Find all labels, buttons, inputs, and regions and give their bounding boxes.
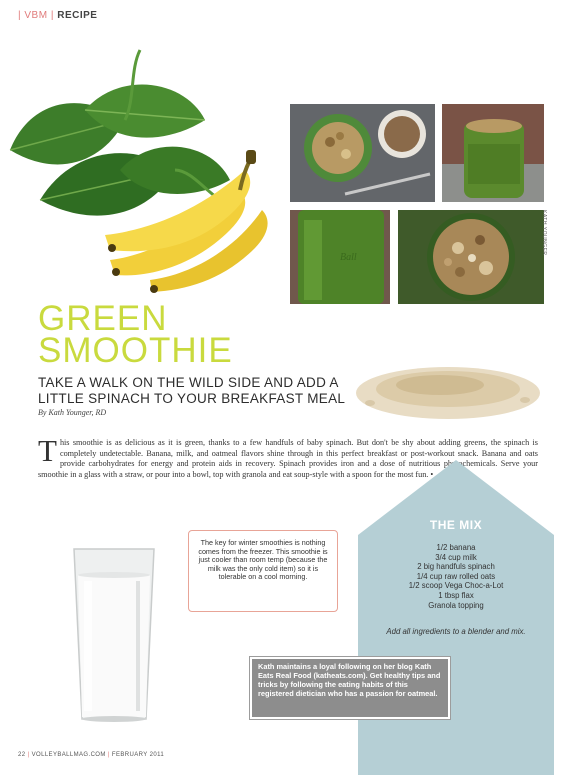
title-line-smoothie: SMOOTHIE [38, 331, 233, 370]
title-line-green: GREEN [38, 299, 168, 338]
footer-date: FEBRUARY 2011 [111, 752, 165, 758]
page-footer [18, 752, 164, 758]
footer-separator: | [107, 752, 110, 758]
article-subtitle: TAKE A WALK ON THE WILD SIDE AND ADD A LITTLE SPINACH TO YOUR BREAKFAST MEAL [38, 375, 346, 406]
ingredient-item: 1/2 scoop Vega Choc-a-Lot [408, 581, 504, 591]
ingredient-item: 1 tbsp flax [438, 590, 474, 600]
header-divider: | [50, 10, 54, 21]
footer-site: VOLLEYBALLMAG.COM [31, 752, 106, 758]
mix-title: THE MIX [429, 518, 483, 532]
svg-text:Ball: Ball [340, 252, 357, 263]
header-bar: | [18, 10, 22, 21]
smoothie-jar-closeup-photo [290, 210, 390, 304]
article-byline: By Kath Younger, RD [38, 408, 107, 417]
ingredient-item: 3/4 cup milk [435, 552, 477, 562]
footer-separator: | [27, 752, 30, 758]
granola-topping-photo [398, 210, 544, 304]
photo-credit: KATH YOUNGER [541, 210, 547, 256]
section-header [18, 10, 97, 21]
page-number: 22 [18, 752, 26, 758]
mix-instruction: Add all ingredients to a blender and mix. [386, 627, 526, 636]
drop-cap: T [38, 433, 57, 468]
mix-panel-background [358, 460, 554, 775]
author-bio-box: Kath maintains a loyal following on her blog Kath Eats Real Food (katheats.com). Get healthy tips and tricks by following the eating habits of this registered dietician who has a passion for oatmeal. [250, 657, 450, 719]
ingredient-item: 2 big handfuls spinach [417, 562, 495, 572]
ingredient-item: 1/2 banana [436, 543, 476, 552]
article-title [38, 299, 233, 370]
spinach-banana-photo [0, 40, 285, 295]
ingredient-list [358, 543, 554, 610]
section-name: RECIPE [57, 10, 98, 21]
publication-name: VBM [24, 10, 48, 21]
ingredient-item: 1/4 cup raw rolled oats [416, 571, 496, 581]
article-body-text: his smoothie is as delicious as it is green, thanks to a few handfuls of baby spinach. But don't be shy about adding greens, the spinach is completely undetectable. Banana, milk, and oatmeal flavors shine through in this perfect breakfast or post-workout snack. Banana and oats provide carbohydrates for energy and protein aids in recovery. Spinach provides iron and a dose of nutritious phytochemicals. Serve your smoothie in a glass with a straw, or pour into a bowl, top with granola and eat soup-style with a spoon for the most fun. • [38, 438, 538, 479]
green-smoothie-jar-photo [442, 104, 544, 202]
granola-bowl-photo [290, 104, 435, 202]
ingredient-item: Granola topping [428, 600, 484, 610]
milk-glass-photo [70, 545, 158, 725]
winter-smoothie-callout: The key for winter smoothies is nothing comes from the freezer. This smoothie is just cooler than room temp (because the milk was the only cold item) so it is tolerable on a cool morning. [188, 530, 338, 612]
